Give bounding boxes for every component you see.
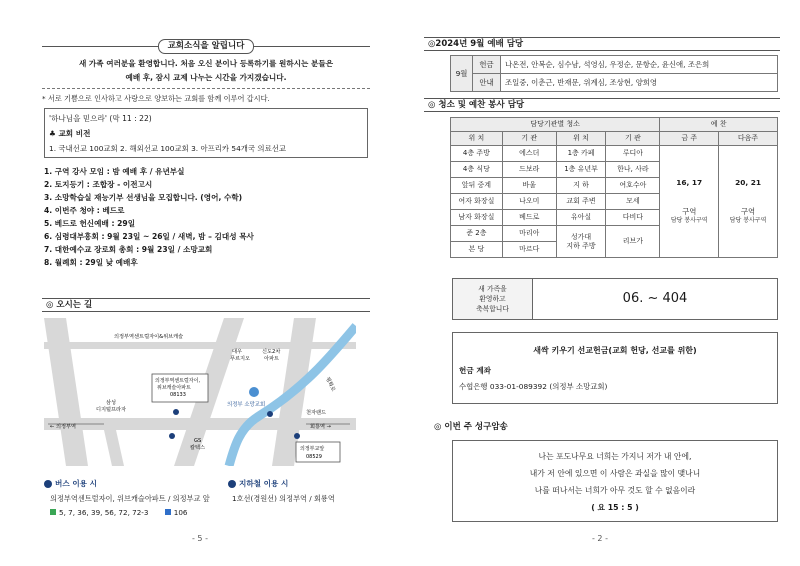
bus-stops: 의정부역센트럴자이, 위브캐슬아파트 / 의정부교 앞 [50, 494, 210, 503]
table-cell: 성가대 지하 주방 [556, 226, 606, 258]
newcomer-label: 새 가족을 환영하고 축복합니다 [453, 279, 533, 319]
directions-title: ◎ 오시는 길 [42, 298, 370, 312]
list-item: 8. 월례회 : 29일 낮 예배후 [44, 258, 138, 267]
memory-box [452, 440, 778, 522]
list-item: 2. 토지등기 : 조합장 - 이전고시 [44, 180, 153, 189]
verse-text: '하나님을 믿으라' (막 11 : 22) [49, 114, 152, 123]
header-cell: 예 찬 [660, 118, 778, 132]
map-label-chunja: 천자랜드 [306, 410, 327, 416]
role-cell: 헌금 [473, 56, 501, 74]
table-cell: 루디아 [606, 146, 660, 162]
svg-text:위브캐슬아파트: 위브캐슬아파트 [157, 385, 191, 391]
svg-text:08529: 08529 [306, 454, 322, 460]
names-cell: 조일중, 이춘근, 반재문, 위계심, 조상현, 양희영 [501, 74, 778, 92]
table-cell: 바울 [502, 178, 556, 194]
divider [42, 88, 370, 89]
this-week-days: 16, 17 [676, 178, 703, 187]
list-item: 7. 대한예수교 장로회 총회 : 9월 23일 / 소망교회 [44, 245, 213, 254]
welcome-line-1: 새 가족 여러분을 환영합니다. 처음 오신 분이나 등록하기를 원하시는 분들은 [78, 59, 334, 68]
memory-title: ◎ 이번 주 성구암송 [434, 422, 508, 432]
map-label-road: 평화로 [324, 376, 336, 393]
table-cell: 앞뒤 중계 [451, 178, 503, 194]
next-week-cell [719, 146, 778, 258]
table-cell: 1층 카페 [556, 146, 606, 162]
table-cell: 여호수아 [606, 178, 660, 194]
map-label-hoeryong: 회룡역 → [310, 424, 332, 430]
table-cell: 모세 [606, 194, 660, 210]
table-cell: 4층 주방 [451, 146, 503, 162]
column-header: 기 관 [502, 132, 556, 146]
map-label-samsung: 삼성 [106, 400, 117, 406]
page-number: - 2 - [592, 534, 608, 543]
notice-title: 교회소식을 알립니다 [158, 39, 254, 54]
map-label-church: 의정부 소망교회 [227, 402, 266, 408]
table-cell: 유아실 [556, 210, 606, 226]
header-cell: 담당기관별 청소 [451, 118, 660, 132]
subway-icon [228, 480, 236, 488]
map-label-daewoo: 대우 [232, 349, 243, 355]
bus-title: 버스 이용 시 [44, 478, 97, 489]
cleaning-title: ◎ 청소 및 예찬 봉사 담당 [424, 98, 780, 112]
vision-box [44, 108, 368, 158]
newcomer-value: 06. ~ 404 [622, 291, 688, 306]
svg-text:디지털프라자: 디지털프라자 [96, 407, 127, 413]
map-label-school: 의정부교앞 [300, 446, 325, 452]
welcome-line-2: 예배 후, 잠시 교제 나누는 시간을 가지겠습니다. [125, 73, 287, 82]
blue-bus-icon [165, 509, 171, 515]
subway-icon [294, 433, 300, 439]
table-cell: 교회 주변 [556, 194, 606, 210]
this-week-note: 담당 봉사구역 [670, 217, 708, 224]
list-item: 1. 구역 강사 모임 : 밤 예배 후 / 유년부실 [44, 167, 185, 176]
column-header: 다음주 [719, 132, 778, 146]
subway-icon [169, 433, 175, 439]
table-cell: 드보라 [502, 162, 556, 178]
memory-line: 나는 포도나무요 너희는 가지니 저가 내 안에, [538, 452, 692, 461]
table-cell: 4층 식당 [451, 162, 503, 178]
map-label-apt: 의정부역센트럴자이, [155, 378, 201, 384]
map-label-station: ← 의정부역 [50, 424, 77, 430]
map-label-shindo: 신도2차 [262, 349, 281, 355]
offering-title: 새싹 키우기 선교헌금(교회 헌당, 선교를 위한) [533, 346, 697, 355]
memory-line: 나를 떠나서는 너희가 아무 것도 할 수 없음이라 [534, 486, 696, 495]
next-week-days: 20, 21 [735, 178, 762, 187]
subway-title: 지하철 이용 시 [228, 478, 288, 489]
table-cell: 1층 유년부 [556, 162, 606, 178]
worship-title: ◎2024년 9월 예배 담당 [424, 37, 780, 51]
table-cell: 한나, 사라 [606, 162, 660, 178]
table-cell: 나오미 [502, 194, 556, 210]
bus-lines: 5, 7, 36, 39, 56, 72, 72-3 106 [50, 508, 187, 517]
list-item: 3. 소망학습실 재능기부 선생님을 모집합니다. (영어, 수학) [44, 193, 243, 202]
table-cell: 에스더 [502, 146, 556, 162]
memory-line: 내가 저 안에 있으면 이 사람은 과실을 많이 맺나니 [529, 469, 701, 478]
column-header: 기 관 [606, 132, 660, 146]
list-item: 5. 베드로 헌신예배 : 29일 [44, 219, 136, 228]
column-header: 위 치 [451, 132, 503, 146]
page-number: - 5 - [192, 534, 208, 543]
directions-map [44, 318, 356, 466]
next-week-note: 담당 봉사구역 [729, 217, 767, 224]
this-week-area: 구역 [682, 207, 697, 216]
subway-text: 1호선(경원선) 의정부역 / 회룡역 [232, 494, 335, 503]
list-item: 4. 이번주 청야 : 베드로 [44, 206, 125, 215]
table-cell: 다비다 [606, 210, 660, 226]
table-cell: 본 당 [451, 242, 503, 258]
table-cell: 여자 화장실 [451, 194, 503, 210]
table-cell: 리브가 [606, 226, 660, 258]
memory-line: ( 요 15 : 5 ) [591, 503, 639, 512]
newcomer-box [452, 278, 778, 320]
month-cell: 9월 [451, 56, 473, 92]
offering-account-label: 헌금 계좌 [459, 366, 491, 375]
table-cell: 남자 화장실 [451, 210, 503, 226]
green-bus-icon [50, 509, 56, 515]
column-header: 위 치 [556, 132, 606, 146]
bus-stop-icon [173, 409, 179, 415]
column-header: 금 주 [660, 132, 719, 146]
list-item: 6. 심령대부흥회 : 9월 23일 ~ 26일 / 새벽, 밤 – 김대성 목사 [44, 232, 254, 241]
this-week-cell [660, 146, 719, 258]
offering-account: 수협은행 033-01-089392 (의정부 소망교회) [459, 382, 608, 391]
worship-table [450, 55, 778, 92]
role-cell: 안내 [473, 74, 501, 92]
svg-text:칼텍스: 칼텍스 [190, 445, 206, 451]
greeting-text: * 서로 기쁨으로 인사하고 사랑으로 양보하는 교회를 함께 이루어 갑시다. [42, 94, 270, 103]
vision-text: 1. 국내선교 100교회 2. 해외선교 100교회 3. 아프리카 54개국 의료선교 [49, 144, 286, 153]
table-cell: 준 2층 [451, 226, 503, 242]
bus-icon [44, 480, 52, 488]
svg-text:아파트: 아파트 [264, 356, 280, 362]
names-cell: 나온전, 안복순, 심수남, 석영심, 우정순, 문항순, 윤신애, 조은희 [501, 56, 778, 74]
announcement-list [44, 165, 370, 269]
table-cell: 마리아 [502, 226, 556, 242]
next-week-area: 구역 [740, 207, 756, 216]
cleaning-table [450, 117, 778, 258]
table-cell: 마르다 [502, 242, 556, 258]
map-label-gs: GS [194, 438, 202, 444]
church-location-icon [249, 387, 259, 397]
vision-label: ♣ 교회 비전 [49, 129, 91, 138]
offering-box [452, 332, 778, 404]
svg-text:08133: 08133 [170, 392, 186, 398]
svg-text:푸르지오: 푸르지오 [230, 356, 251, 362]
bus-stop-icon [267, 411, 273, 417]
table-cell: 베드로 [502, 210, 556, 226]
table-cell: 지 하 [556, 178, 606, 194]
map-label-top-road: 의정부역센트럴자이&위브캐슬 [114, 334, 184, 340]
